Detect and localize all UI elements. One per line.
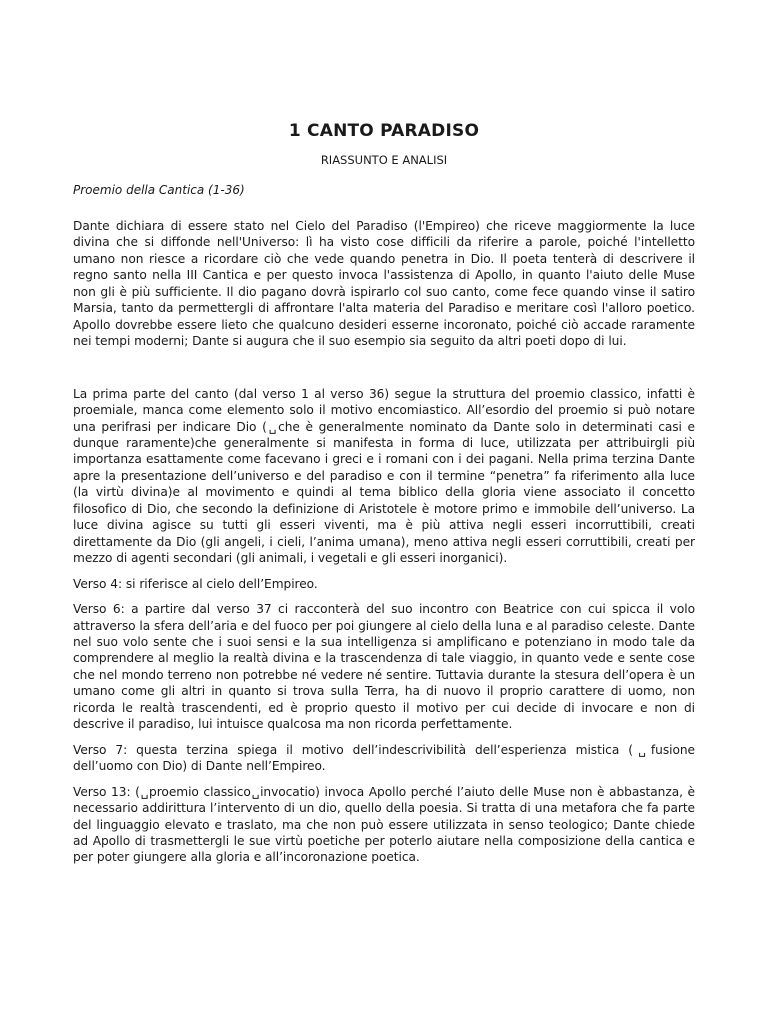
document-subtitle: RIASSUNTO E ANALISI bbox=[320, 153, 448, 167]
paragraph-verse-7: Verso 7: questa terzina spiega il motivo dell’indescrivibilità dell’esperienza mistica (␣fusione dell’uomo con Dio) di Dante nell’Empireo. bbox=[73, 742, 695, 774]
paragraph-verse-4: Verso 4: si riferisce al cielo dell’Empireo. bbox=[73, 576, 318, 591]
document-body bbox=[73, 120, 695, 866]
paragraph-verse-6: Verso 6: a partire dal verso 37 ci racconterà del suo incontro con Beatrice con cui spicca il volo attraverso la sfera dell’aria e del fuoco per poi giungere al cielo della luna e al paradiso celeste. Dante nel suo volo sente che i suoi sensi e la sua intelligenza si amplificano e potenziano in modo tale da comprendere al meglio la realtà divina e la trascendenza di tale viaggio, in quanto vede e sente cose che nel mondo terreno non potrebbe né vedere né sentire. Tuttavia durante la stesura dell’opera è un umano come gli altri in quanto si trova sulla Terra, ha di nuovo il proprio carattere di uomo, non ricorda le realtà trascendenti, ed è proprio questo il motivo per cui decide di invocare e non di descrive il paradiso, lui intuisce qualcosa ma non ricorda perfettamente. bbox=[73, 602, 695, 732]
paragraph-verse-13: Verso 13: (␣proemio classico␣invocatio) invoca Apollo perché l’aiuto delle Muse non è abbastanza, è necessario addirittura l’intervento di un dio, quello della poesia. Si tratta di una metafora che fa parte del linguaggio elevato e traslato, ma che non può essere utilizzata in senso teologico; Dante chiede ad Apollo di trasmettergli le sue virtù poetiche per poterlo aiutare nella composizione della cantica e per poter giungere alla gloria e all’incoronazione poetica. bbox=[73, 784, 695, 865]
paragraph-analysis: La prima parte del canto (dal verso 1 al verso 36) segue la struttura del proemio classico, infatti è proemiale, manca come elemento solo il motivo encomiastico. All’esordio del proemio si può notare una perifrasi per indicare Dio (␣che è generalmente nominato da Dante solo in determinati casi e dunque raramente)che generalmente si manifesta in forma di luce, utilizzata per attribuirgli più importanza esattamente come facevano i greci e i romani con i dei pagani. Nella prima terzina Dante apre la presentazione dell’universo e del paradiso e con il termine “penetra” fa riferimento alla luce (la virtù divina)e al movimento e quindi al tema biblico della gloria viene associato il concetto filosofico di Dio, che secondo la definizione di Aristotele è motore primo e immobile dell’universo. La luce divina agisce su tutti gli esseri viventi, ma è più attiva negli esseri incorruttibili, creati direttamente da Dio (gli angeli, i cieli, l’anima umana), meno attiva negli esseri corruttibili, creati per mezzo di agenti secondari (gli animali, i vegetali e gli esseri inorganici). bbox=[73, 386, 695, 566]
document-title: 1 CANTO PARADISO bbox=[288, 121, 480, 141]
section-heading: Proemio della Cantica (1-36) bbox=[73, 183, 245, 197]
paragraph-summary: Dante dichiara di essere stato nel Cielo del Paradiso (l'Empireo) che riceve maggiormente la luce divina che si diffonde nell'Universo: lì ha visto cose difficili da riferire a parole, poiché l'intelletto umano non riesce a ricordare ciò che vede quando penetra in Dio. Il poeta tenterà di descrivere il regno santo nella III Cantica e per questo invoca l'assistenza di Apollo, in quanto l'aiuto delle Muse non gli è più sufficiente. Il dio pagano dovrà ispirarlo col suo canto, come fece quando vinse il satiro Marsia, tanto da permettergli di affrontare l'alta materia del Paradiso e meritare così l'alloro poetico. Apollo dovrebbe essere lieto che qualcuno desideri esserne incoronato, poiché ciò accade raramente nei tempi moderni; Dante si augura che il suo esempio sia seguito da altri poeti dopo di lui. bbox=[73, 219, 695, 349]
